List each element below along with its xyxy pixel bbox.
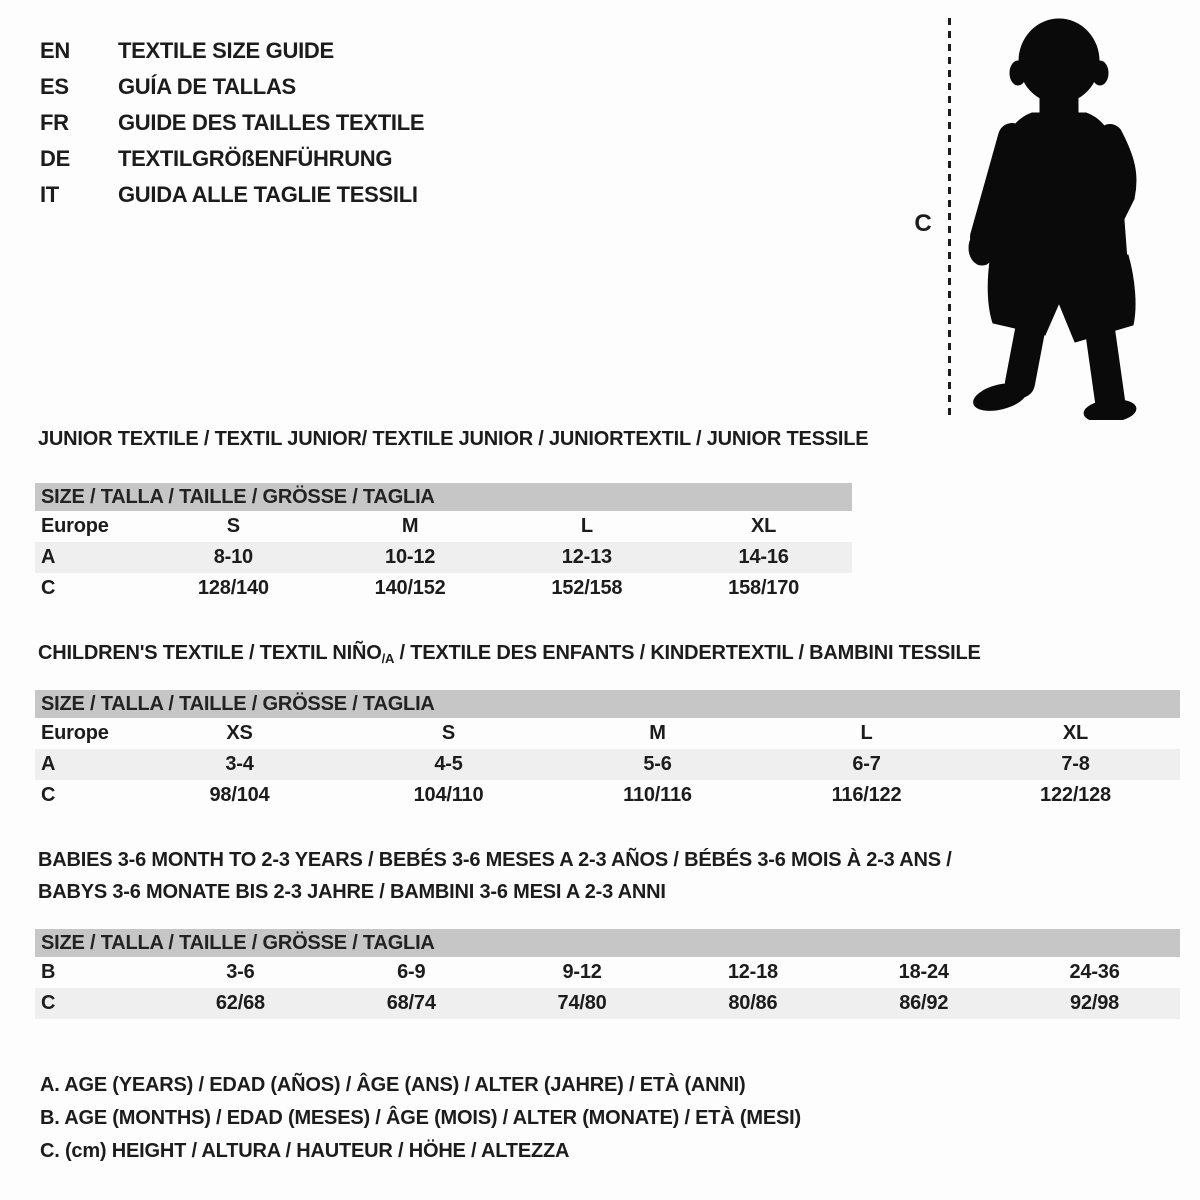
height-cell: 98/104 [209,784,270,806]
table-row-europe [35,718,1180,749]
age-cell: 9-12 [562,961,602,983]
page-title-en: TEXTILE SIZE GUIDE [118,38,334,63]
page-title-de: TEXTILGRÖßENFÜHRUNG [118,146,393,171]
size-cell: M [401,515,419,537]
section-title-children-rest: / TEXTILE DES ENFANTS / KINDERTEXTIL / BAMBINI TESSILE [394,642,981,664]
language-row-fr [40,105,424,141]
junior-size-table [35,483,852,604]
language-code: DE [40,146,70,171]
language-row-de [40,141,424,177]
size-cell: S [441,722,456,744]
row-label: C [41,577,56,599]
age-cell: 10-12 [385,546,436,568]
table-row-height [35,573,852,604]
section-title-babies-line2: BABYS 3-6 MONATE BIS 2-3 JAHRE / BAMBINI 3-6 MESI A 2-3 ANNI [38,881,666,903]
height-cell: 128/140 [197,577,269,599]
height-cell: 62/68 [215,992,265,1014]
legend-age-months: B. AGE (MONTHS) / EDAD (MESES) / ÂGE (MOIS) / ALTER (MONATE) / ETÀ (MESI) [40,1107,801,1129]
language-title-list [40,33,424,213]
height-measure-label: C [914,210,932,237]
size-cell: XL [751,515,777,537]
language-row-en [40,33,424,69]
language-row-it [40,177,424,213]
size-cell: XS [226,722,253,744]
section-title-children-sub: /A [381,651,395,666]
legend-height-cm: C. (cm) HEIGHT / ALTURA / HAUTEUR / HÖHE / ALTEZZA [40,1140,570,1162]
age-cell: 18-24 [898,961,949,983]
age-cell: 8-10 [213,546,253,568]
age-cell: 6-9 [397,961,426,983]
row-label: Europe [41,515,109,537]
height-cell: 122/128 [1040,784,1111,806]
age-cell: 3-6 [226,961,255,983]
row-label: B [41,961,56,983]
legend [40,1069,801,1168]
row-label: C [41,784,56,806]
language-code: FR [40,110,69,135]
language-code: EN [40,38,70,63]
page-title-fr: GUIDE DES TAILLES TEXTILE [118,110,425,135]
table-row-age-years [35,749,1180,780]
table-row-height [35,988,1180,1019]
age-cell: 6-7 [852,753,881,775]
age-cell: 24-36 [1069,961,1120,983]
toddler-silhouette-image [960,15,1145,420]
height-cell: 86/92 [899,992,949,1014]
size-cell: L [580,515,593,537]
section-title-babies [38,844,952,908]
height-cell: 92/98 [1070,992,1120,1014]
height-cell: 152/158 [551,577,623,599]
age-cell: 14-16 [738,546,789,568]
size-cell: L [860,722,873,744]
height-cell: 140/152 [374,577,446,599]
table-row-age-years [35,542,852,573]
age-cell: 12-13 [561,546,612,568]
height-cell: 110/116 [623,784,692,806]
age-cell: 3-4 [225,753,254,775]
section-title-junior: JUNIOR TEXTILE / TEXTIL JUNIOR/ TEXTILE JUNIOR / JUNIORTEXTIL / JUNIOR TESSILE [38,428,869,450]
page-title-it: GUIDA ALLE TAGLIE TESSILI [118,182,418,207]
table-header-size: SIZE / TALLA / TAILLE / GRÖSSE / TAGLIA [35,929,1180,957]
height-cell: 74/80 [557,992,607,1014]
section-title-children-main: CHILDREN'S TEXTILE / TEXTIL NIÑO [38,642,382,664]
age-cell: 4-5 [434,753,463,775]
table-header-size: SIZE / TALLA / TAILLE / GRÖSSE / TAGLIA [35,690,1180,718]
section-title-children [38,641,981,671]
age-cell: 5-6 [643,753,672,775]
page-title-es: GUÍA DE TALLAS [118,74,296,99]
language-row-es [40,69,424,105]
height-measure-dashed-line [948,18,951,415]
row-label: A [41,546,56,568]
legend-age-years: A. AGE (YEARS) / EDAD (AÑOS) / ÂGE (ANS) / ALTER (JAHRE) / ETÀ (ANNI) [40,1074,746,1096]
section-title-babies-line1: BABIES 3-6 MONTH TO 2-3 YEARS / BEBÉS 3-6 MESES A 2-3 AÑOS / BÉBÉS 3-6 MOIS À 2-3 ANS / [38,849,952,871]
language-code: ES [40,74,69,99]
size-cell: S [226,515,240,537]
babies-size-table [35,929,1180,1019]
height-cell: 68/74 [386,992,436,1014]
age-cell: 12-18 [727,961,778,983]
table-header-size: SIZE / TALLA / TAILLE / GRÖSSE / TAGLIA [35,483,852,511]
children-size-table [35,690,1180,811]
row-label: Europe [41,722,109,744]
size-cell: XL [1062,722,1089,744]
size-cell: M [649,722,666,744]
row-label: A [41,753,56,775]
row-label: C [41,992,56,1014]
height-cell: 104/110 [413,784,484,806]
height-cell: 158/170 [728,577,800,599]
table-row-europe [35,511,852,542]
height-cell: 80/86 [728,992,778,1014]
language-code: IT [40,182,59,207]
table-row-age-months [35,957,1180,988]
table-row-height [35,780,1180,811]
height-cell: 116/122 [831,784,902,806]
age-cell: 7-8 [1061,753,1090,775]
